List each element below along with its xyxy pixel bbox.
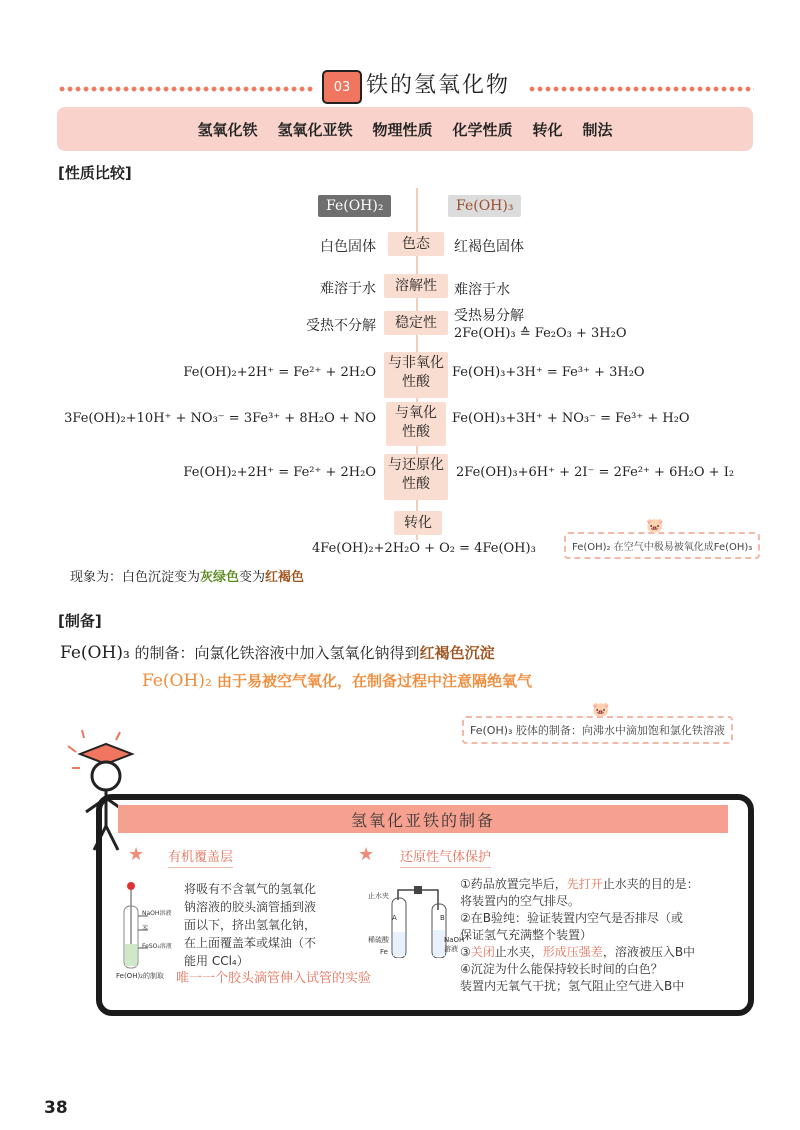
oxidation-note: Fe(OH)₂ 在空气中极易被氧化成Fe(OH)₃ xyxy=(564,532,760,559)
section-number-badge: 03 xyxy=(322,70,362,104)
feso4-liquid xyxy=(125,944,137,966)
pig-icon: 🐷 xyxy=(592,702,610,718)
page-number: 38 xyxy=(44,1098,68,1118)
text-line: 在上面覆盖苯或煤油（不 xyxy=(184,936,317,950)
sparkle-mark xyxy=(82,730,84,738)
left-property: 白色固体 xyxy=(320,239,376,255)
phenomenon-red: 红褐色 xyxy=(265,570,305,585)
right-property: 受热易分解 xyxy=(454,308,524,324)
step-line: 保证氢气充满整个装置） xyxy=(460,928,593,942)
category-box: 与氧化性酸 xyxy=(386,402,446,446)
right-subtitle: 还原性气体保护 xyxy=(400,846,491,868)
sparkle-mark xyxy=(68,746,76,752)
nav-item: 氢氧化铁 xyxy=(197,120,258,139)
colloid-note: Fe(OH)₃ 胶体的制备：向沸水中滴加饱和氯化铁溶液 xyxy=(462,716,733,744)
text-line: 将吸有不含氧气的氢氧化 xyxy=(184,882,317,896)
fe2-formula: Fe(OH)₂ xyxy=(142,671,212,691)
label-naoh-b: NaOH溶液 xyxy=(444,936,465,953)
category-box: 色态 xyxy=(388,232,444,256)
right-steps xyxy=(460,876,734,995)
left-label-chip: Fe(OH)₂ xyxy=(318,195,391,217)
right-equation: 2Fe(OH)₃+6H⁺ + 2I⁻ = 2Fe²⁺ + 6H₂O + I₂ xyxy=(456,465,735,480)
box-title: 氢氧化亚铁的制备 xyxy=(118,805,728,833)
nav-item: 化学性质 xyxy=(452,120,513,139)
pig-icon: 🐷 xyxy=(646,518,664,534)
right-label-chip: Fe(OH)₃ xyxy=(448,195,521,217)
label-b: B xyxy=(440,914,445,922)
page-title: 铁的氢氧化物 xyxy=(366,73,511,98)
category-box: 溶解性 xyxy=(384,274,448,298)
diagram-caption: Fe(OH)₂的制取 xyxy=(116,972,164,980)
right-property: 难溶于水 xyxy=(454,282,510,298)
left-property: 难溶于水 xyxy=(320,281,376,297)
sparkle-mark xyxy=(116,732,120,740)
right-equation: 2Fe(OH)₃ ≙ Fe₂O₃ + 3H₂O xyxy=(454,326,627,341)
category-box: 与还原化性酸 xyxy=(384,454,448,500)
nav-item: 转化 xyxy=(532,120,563,139)
star-icon: ★ xyxy=(358,844,375,865)
phenomenon-mid: 变为 xyxy=(239,570,266,585)
step-text: 止水夹， xyxy=(494,945,543,959)
right-equation: Fe(OH)₃+3H⁺ = Fe³⁺ + 3H₂O xyxy=(452,365,645,380)
step-highlight: 先打开 xyxy=(566,877,603,891)
left-property: 受热不分解 xyxy=(306,318,376,334)
label-fe: Fe xyxy=(380,948,388,956)
step-text: ③ xyxy=(460,945,471,959)
fe2-text: 由于易被空气氧化，在制备过程中注意隔绝氧气 xyxy=(211,672,533,690)
star-icon: ★ xyxy=(128,844,145,865)
step-line: 将装置内的空气排尽。 xyxy=(460,894,581,908)
left-equation: Fe(OH)₂+2H⁺ = Fe²⁺ + 2H₂O xyxy=(183,465,376,480)
phenomenon-green: 灰绿色 xyxy=(200,570,240,585)
comparison-heading: [性质比较] xyxy=(58,164,132,182)
phenomenon-line xyxy=(70,566,304,585)
fe2-preparation-line xyxy=(142,670,532,691)
label-stopcock: 止水夹 xyxy=(368,892,389,900)
stopcock xyxy=(414,886,422,894)
step-text: ①药品放置完毕后， xyxy=(460,877,567,891)
fe3-formula: Fe(OH)₃ xyxy=(60,643,130,663)
left-bottom-note: 唯一一个胶头滴管伸入试管的实验 xyxy=(176,971,372,986)
dropper-bulb xyxy=(127,882,135,890)
category-box: 转化 xyxy=(394,511,442,535)
phenomenon-prefix: 现象为：白色沉淀变为 xyxy=(70,570,201,585)
text-line: 钠溶液的胶头滴管插到液 xyxy=(184,900,317,914)
step-line: ④沉淀为什么能保持较长时间的白色？ xyxy=(460,962,663,976)
fe3-preparation-line xyxy=(60,642,495,663)
category-box: 稳定性 xyxy=(384,311,448,335)
left-equation: 3Fe(OH)₂+10H⁺ + NO₃⁻ = 3Fe³⁺ + 8H₂O + NO xyxy=(64,411,376,426)
text-line: 能用 CCl₄） xyxy=(184,954,249,968)
label-acid: 稀硫酸 xyxy=(368,936,389,944)
category-box: 与非氧化性酸 xyxy=(384,352,448,398)
right-property: 红褐色固体 xyxy=(454,239,524,255)
conversion-equation: 4Fe(OH)₂+2H₂O + O₂ = 4Fe(OH)₃ xyxy=(312,541,536,556)
fe3-highlight: 红褐色沉淀 xyxy=(419,644,495,662)
step-line: ②在B验纯：验证装置内空气是否排尽（或 xyxy=(460,911,683,925)
step-highlight: 形成压强差 xyxy=(542,945,603,959)
step-text: ，溶液被压入B中 xyxy=(602,945,696,959)
header-dots-left xyxy=(58,86,314,92)
label-a: A xyxy=(392,914,397,922)
step-line xyxy=(460,944,734,961)
head xyxy=(92,762,120,790)
nav-item: 制法 xyxy=(582,120,613,139)
acid-liquid xyxy=(393,932,405,956)
text-line: 面以下，挤出氢氧化钠， xyxy=(184,918,317,932)
label-feso4: FeSO₄溶液 xyxy=(142,943,172,950)
header-dots-right xyxy=(528,86,754,92)
nav-item: 氢氧化亚铁 xyxy=(277,120,353,139)
preparation-heading: [制备] xyxy=(58,612,102,630)
label-benzene: 苯 xyxy=(142,925,149,932)
left-subtitle: 有机覆盖层 xyxy=(168,846,233,868)
step-line xyxy=(460,876,734,893)
left-equation: Fe(OH)₂+2H⁺ = Fe²⁺ + 2H₂O xyxy=(183,365,376,380)
fe3-text: 的制备：向氯化铁溶液中加入氢氧化钠得到 xyxy=(129,644,420,662)
right-equation: Fe(OH)₃+3H⁺ + NO₃⁻ = Fe³⁺ + H₂O xyxy=(452,411,690,426)
nav-item: 物理性质 xyxy=(372,120,433,139)
label-naoh: NaOH溶液 xyxy=(142,910,172,917)
left-explanation xyxy=(184,880,316,970)
step-line: 装置内无氧气干扰；氢气阻止空气进入B中 xyxy=(460,979,685,993)
step-text: 止水夹的目的是： xyxy=(602,877,699,891)
step-highlight: 关闭 xyxy=(470,945,495,959)
topic-nav-bar xyxy=(57,107,753,151)
